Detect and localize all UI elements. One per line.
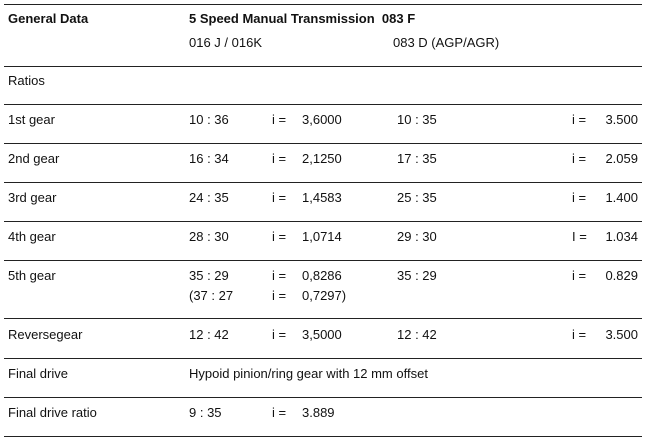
- ratio-a: 10 : 36: [189, 112, 229, 127]
- rule-row: [4, 260, 642, 261]
- ratio-b: 12 : 42: [397, 327, 437, 342]
- value-a: 0,8286: [302, 268, 342, 283]
- ratio-b: 25 : 35: [397, 190, 437, 205]
- rule-bottom: [4, 436, 642, 437]
- ratio-b: 17 : 35: [397, 151, 437, 166]
- final-drive-ratio-value: 9 : 35: [189, 405, 222, 420]
- i-label-b: i =: [572, 190, 587, 205]
- value-a: 3,5000: [302, 327, 342, 342]
- ratio-b: 35 : 29: [397, 268, 437, 283]
- final-drive-i-label: i =: [272, 405, 287, 420]
- final-drive-label: Final drive: [8, 366, 68, 381]
- final-drive-ratio-label: Final drive ratio: [8, 405, 97, 420]
- gear-label: Reversegear: [8, 327, 83, 342]
- general-data-heading: General Data: [8, 11, 89, 26]
- value-b: 1.400: [605, 190, 638, 205]
- final-drive-i-value: 3.889: [302, 405, 335, 420]
- rule-row: [4, 182, 642, 183]
- i-label-b: i =: [572, 151, 587, 166]
- i-label-a: i =: [272, 327, 287, 342]
- gear-label: 5th gear: [8, 268, 56, 283]
- value-b: 3.500: [605, 327, 638, 342]
- ratio-b: 10 : 35: [397, 112, 437, 127]
- value-a-alt: 0,7297): [302, 288, 347, 303]
- ratio-a-alt: (37 : 27: [189, 288, 234, 303]
- value-b: 3.500: [605, 112, 638, 127]
- i-label-a: i =: [272, 268, 287, 283]
- rule-header: [4, 66, 642, 67]
- gear-label: 1st gear: [8, 112, 55, 127]
- ratio-b: 29 : 30: [397, 229, 437, 244]
- ratio-a: 28 : 30: [189, 229, 229, 244]
- rule-row: [4, 397, 642, 398]
- variant-b-heading: 083 D (AGP/AGR): [393, 35, 500, 50]
- value-a: 2,1250: [302, 151, 342, 166]
- rule-row: [4, 221, 642, 222]
- rule-row: [4, 358, 642, 359]
- value-b: 2.059: [605, 151, 638, 166]
- ratio-a: 24 : 35: [189, 190, 229, 205]
- value-a: 1,0714: [302, 229, 342, 244]
- gear-label: 2nd gear: [8, 151, 60, 166]
- variant-a-heading: 016 J / 016K: [189, 35, 262, 50]
- i-label-a: i =: [272, 112, 287, 127]
- value-a: 3,6000: [302, 112, 342, 127]
- value-b: 0.829: [605, 268, 638, 283]
- ratio-a: 12 : 42: [189, 327, 229, 342]
- final-drive-value: Hypoid pinion/ring gear with 12 mm offset: [189, 366, 428, 381]
- i-label-b: i =: [572, 112, 587, 127]
- value-a: 1,4583: [302, 190, 342, 205]
- i-label-a: i =: [272, 190, 287, 205]
- value-b: 1.034: [605, 229, 638, 244]
- i-label-a: i =: [272, 229, 287, 244]
- section-ratios: Ratios: [8, 73, 45, 88]
- i-label-a-alt: i =: [272, 288, 287, 303]
- ratio-a: 16 : 34: [189, 151, 229, 166]
- ratio-a: 35 : 29: [189, 268, 229, 283]
- transmission-title: 5 Speed Manual Transmission 083 F: [189, 11, 416, 26]
- rule-top: [4, 4, 642, 5]
- i-label-b: i =: [572, 268, 587, 283]
- gear-label: 4th gear: [8, 229, 56, 244]
- rule-row: [4, 104, 642, 105]
- i-label-b: i =: [572, 327, 587, 342]
- gear-label: 3rd gear: [8, 190, 57, 205]
- rule-row: [4, 143, 642, 144]
- rule-row: [4, 318, 642, 319]
- i-label-a: i =: [272, 151, 287, 166]
- i-label-b: I =: [572, 229, 587, 244]
